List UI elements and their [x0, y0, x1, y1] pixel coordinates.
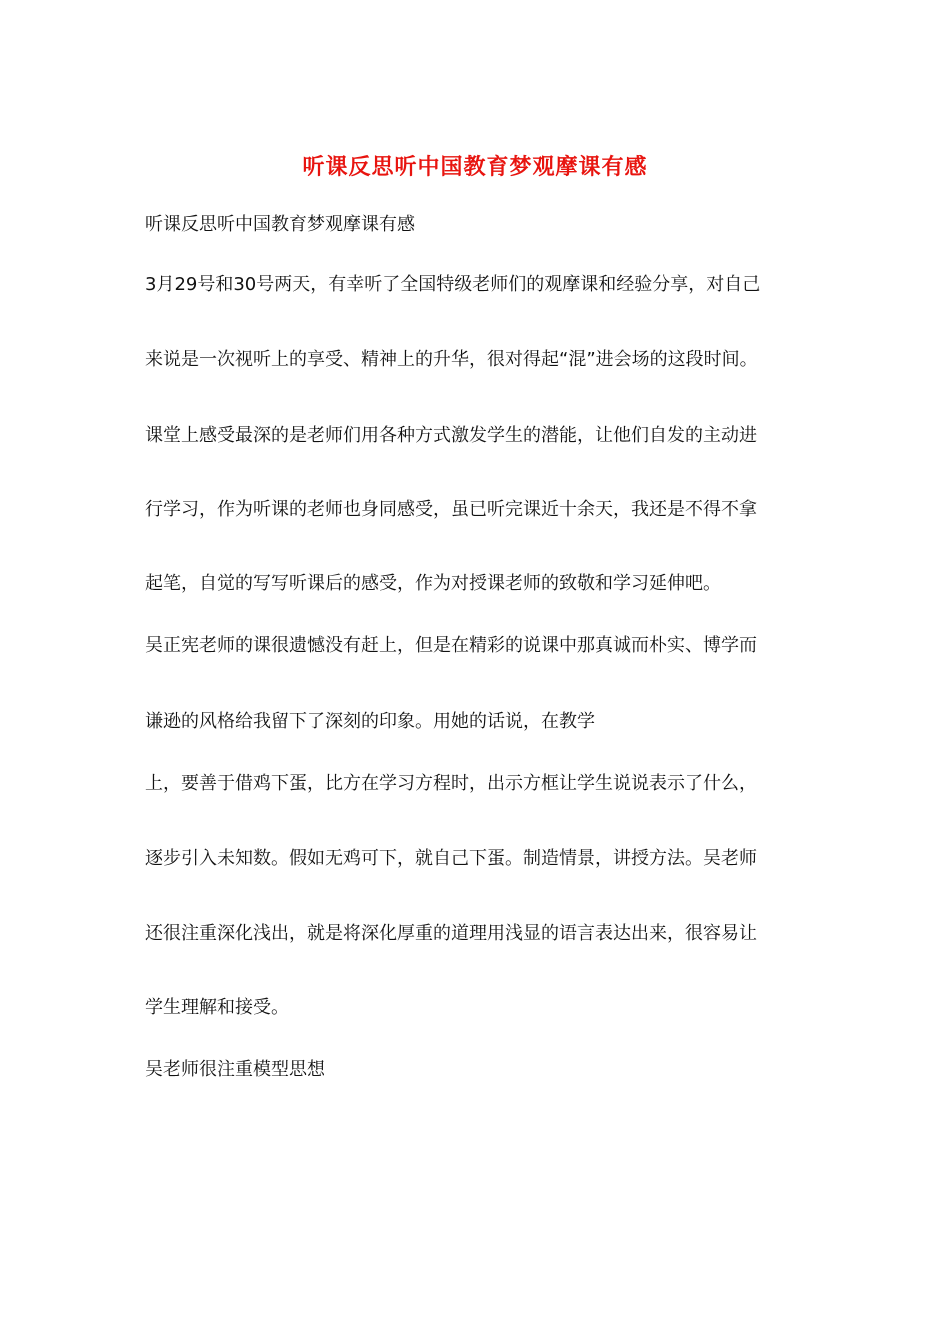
- paragraph-line: 3月29号和30号两天，有幸听了全国特级老师们的观摩课和经验分享，对自己: [145, 274, 761, 295]
- paragraph-line: 还很注重深化浅出，就是将深化厚重的道理用浅显的语言表达出来，很容易让: [145, 923, 757, 944]
- paragraph-line: 课堂上感受最深的是老师们用各种方式激发学生的潜能，让他们自发的主动进: [145, 425, 757, 446]
- paragraph-line: 行学习，作为听课的老师也身同感受，虽已听完课近十余天，我还是不得不拿: [145, 499, 757, 520]
- paragraph-line: 吴老师很注重模型思想: [145, 1059, 325, 1080]
- paragraph-line: 谦逊的风格给我留下了深刻的印象。用她的话说，在教学: [145, 711, 595, 732]
- paragraph-line: 学生理解和接受。: [145, 997, 289, 1018]
- document-title: 听课反思听中国教育梦观摩课有感: [302, 154, 648, 180]
- paragraph-line: 起笔，自觉的写写听课后的感受，作为对授课老师的致敬和学习延伸吧。: [145, 573, 721, 594]
- paragraph-line: 上，要善于借鸡下蛋，比方在学习方程时，出示方框让学生说说表示了什么，: [145, 773, 757, 794]
- paragraph-line: 逐步引入未知数。假如无鸡可下，就自己下蛋。制造情景，讲授方法。吴老师: [145, 848, 757, 869]
- paragraph-line: 吴正宪老师的课很遗憾没有赶上，但是在精彩的说课中那真诚而朴实、博学而: [145, 635, 757, 656]
- paragraph-line: 来说是一次视听上的享受、精神上的升华，很对得起“混”进会场的这段时间。: [145, 349, 758, 370]
- paragraph-line: 听课反思听中国教育梦观摩课有感: [145, 214, 415, 235]
